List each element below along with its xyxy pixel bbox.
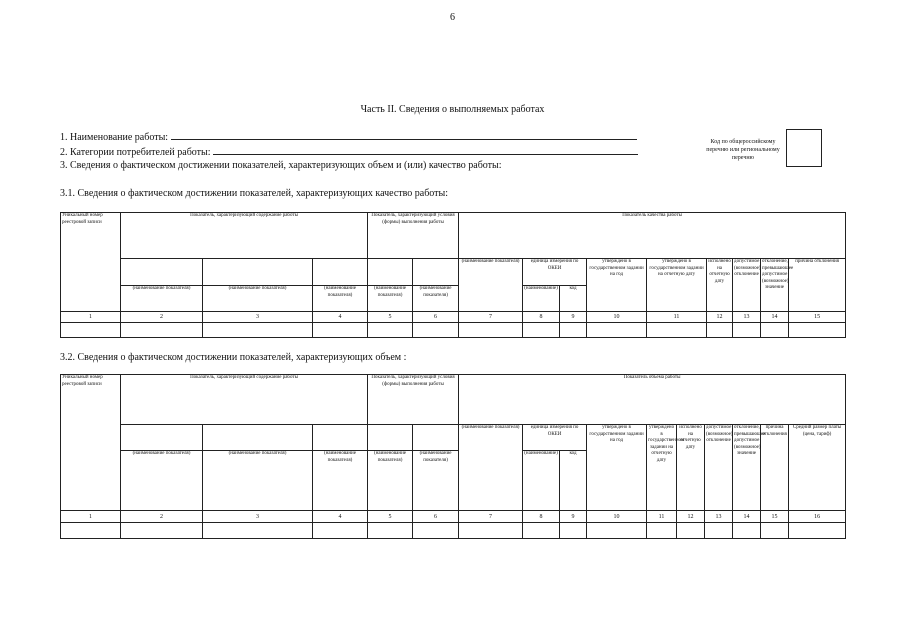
data-cell[interactable] — [61, 323, 121, 338]
column-number: 9 — [560, 511, 587, 523]
column-number: 13 — [705, 511, 733, 523]
conditions-cell — [413, 425, 459, 451]
sub-indicator-name: (наименование показателя) — [313, 286, 368, 312]
data-cell[interactable] — [121, 523, 203, 539]
column-number: 3 — [203, 511, 313, 523]
sub-indicator-name: (наименование показателя) — [368, 286, 413, 312]
column-number: 1 — [61, 511, 121, 523]
column-number: 11 — [647, 312, 707, 323]
work-name-line — [60, 131, 637, 143]
column-number: 4 — [313, 312, 368, 323]
column-number: 14 — [733, 511, 761, 523]
header-reason: причина отклонения — [789, 259, 846, 312]
column-number: 15 — [761, 511, 789, 523]
column-number: 15 — [789, 312, 846, 323]
code-box-label: Код по общероссийскому перечню или региональному перечню — [706, 139, 780, 161]
sub-indicator-name: (наименование показателя) — [413, 451, 459, 511]
section-31-title: 3.1. Сведения о фактическом достижении показателей, характеризующих качество работы: — [60, 188, 449, 199]
header-avg-price: Средний размер платы (цена, тариф) — [789, 425, 846, 511]
column-number: 5 — [368, 312, 413, 323]
data-cell[interactable] — [560, 323, 587, 338]
header-reason: причина отклонения — [761, 425, 789, 511]
info-label: 3. Сведения о фактическом достижении показателей, характеризующих объем и (или) качество работы: — [60, 160, 502, 171]
header-content: Показатель, характеризующий содержание работы — [121, 213, 368, 259]
column-number: 12 — [677, 511, 705, 523]
column-number: 10 — [587, 312, 647, 323]
data-cell[interactable] — [61, 523, 121, 539]
sub-indicator-name: (наименование показателя) — [413, 286, 459, 312]
header-unit-name: (наименование) — [523, 286, 560, 312]
sub-indicator-name: (наименование показателя) — [368, 451, 413, 511]
work-name-field[interactable] — [171, 131, 637, 140]
column-number: 12 — [707, 312, 733, 323]
consumers-field[interactable] — [213, 146, 638, 155]
sub-indicator-name: (наименование показателя) — [203, 286, 313, 312]
sub-indicator-name: (наименование показателя) — [121, 451, 203, 511]
header-approved-year: утверждено в государственном задании на год — [587, 425, 647, 511]
header-registry: Уникальный номер реестровой записи — [61, 213, 121, 312]
data-cell[interactable] — [203, 323, 313, 338]
data-cell[interactable] — [368, 523, 413, 539]
conditions-cell — [368, 425, 413, 451]
data-cell[interactable] — [560, 523, 587, 539]
section-32-title: 3.2. Сведения о фактическом достижении показателей, характеризующих объем : — [60, 352, 407, 363]
header-quality: Показатель качества работы — [459, 213, 846, 259]
content-cell — [203, 425, 313, 451]
data-cell[interactable] — [705, 523, 733, 539]
header-executed: исполнено на отчетную дату — [677, 425, 705, 511]
header-allowed: допустимое (возможное) отклонение — [705, 425, 733, 511]
content-cell — [121, 259, 203, 286]
data-cell[interactable] — [459, 323, 523, 338]
column-number: 4 — [313, 511, 368, 523]
column-number: 7 — [459, 511, 523, 523]
data-cell[interactable] — [459, 523, 523, 539]
empty-data-row — [61, 523, 846, 539]
data-cell[interactable] — [647, 523, 677, 539]
header-exceeding: отклонение, превышающее допустимое (возможное) значение — [761, 259, 789, 312]
column-number: 16 — [789, 511, 846, 523]
column-number: 3 — [203, 312, 313, 323]
column-number: 7 — [459, 312, 523, 323]
consumers-line — [60, 146, 638, 158]
sub-indicator-name: (наименование показателя) — [121, 286, 203, 312]
header-approved-year: утверждено в государственном задании на год — [587, 259, 647, 312]
header-unit: единица измерения по ОКЕИ — [523, 425, 587, 451]
header-unit-code: код — [560, 286, 587, 312]
column-numbers-row — [61, 511, 846, 523]
consumers-label: 2. Категории потребителей работы: — [60, 147, 211, 158]
data-cell[interactable] — [761, 523, 789, 539]
page-number: 6 — [450, 12, 455, 23]
data-cell[interactable] — [368, 323, 413, 338]
part-title: Часть II. Сведения о выполняемых работах — [360, 104, 545, 115]
header-indicator-name: (наименование показателя) — [459, 425, 523, 511]
header-conditions: Показатель, характеризующий условия (формы) выполнения работы — [368, 375, 459, 425]
conditions-cell — [368, 259, 413, 286]
header-approved-date: утверждено в государственном задании на отчетную дату — [647, 425, 677, 511]
column-number: 1 — [61, 312, 121, 323]
data-cell[interactable] — [523, 323, 560, 338]
content-cell — [313, 259, 368, 286]
header-content: Показатель, характеризующий содержание работы — [121, 375, 368, 425]
data-cell[interactable] — [523, 523, 560, 539]
data-cell[interactable] — [789, 523, 846, 539]
column-number: 9 — [560, 312, 587, 323]
data-cell[interactable] — [413, 323, 459, 338]
work-name-label: 1. Наименование работы: — [60, 132, 169, 143]
data-cell[interactable] — [733, 523, 761, 539]
column-number: 2 — [121, 511, 203, 523]
data-cell[interactable] — [313, 323, 368, 338]
header-unit-code: код — [560, 451, 587, 511]
column-number: 6 — [413, 511, 459, 523]
column-number: 8 — [523, 511, 560, 523]
content-cell — [203, 259, 313, 286]
content-cell — [121, 425, 203, 451]
volume-table — [60, 374, 846, 539]
column-number: 10 — [587, 511, 647, 523]
data-cell[interactable] — [733, 323, 761, 338]
data-cell[interactable] — [789, 323, 846, 338]
column-numbers-row — [61, 312, 846, 323]
column-number: 11 — [647, 511, 677, 523]
sub-indicator-name: (наименование показателя) — [203, 451, 313, 511]
data-cell[interactable] — [677, 523, 705, 539]
column-number: 6 — [413, 312, 459, 323]
column-number: 14 — [761, 312, 789, 323]
conditions-cell — [413, 259, 459, 286]
header-allowed: допустимое (возможное) отклонение — [733, 259, 761, 312]
header-volume: Показатель объема работы — [459, 375, 846, 425]
content-cell — [313, 425, 368, 451]
code-box[interactable] — [786, 129, 822, 167]
column-number: 2 — [121, 312, 203, 323]
data-cell[interactable] — [313, 523, 368, 539]
header-conditions: Показатель, характеризующий условия (формы) выполнения работы — [368, 213, 459, 259]
data-cell[interactable] — [761, 323, 789, 338]
data-cell[interactable] — [707, 323, 733, 338]
column-number: 13 — [733, 312, 761, 323]
header-indicator-name: (наименование показателя) — [459, 259, 523, 312]
header-executed: исполнено на отчетную дату — [707, 259, 733, 312]
column-number: 5 — [368, 511, 413, 523]
header-registry: Уникальный номер реестровой записи — [61, 375, 121, 511]
header-exceeding: отклонение, превышающее допустимое (возможное) значение — [733, 425, 761, 511]
data-cell[interactable] — [203, 523, 313, 539]
header-approved-date: утверждено в государственном задании на отчетную дату — [647, 259, 707, 312]
data-cell[interactable] — [121, 323, 203, 338]
sub-indicator-name: (наименование показателя) — [313, 451, 368, 511]
data-cell[interactable] — [647, 323, 707, 338]
data-cell[interactable] — [413, 523, 459, 539]
data-cell[interactable] — [587, 323, 647, 338]
data-cell[interactable] — [587, 523, 647, 539]
empty-data-row — [61, 323, 846, 338]
header-unit: единица измерения по ОКЕИ — [523, 259, 587, 286]
header-unit-name: (наименование) — [523, 451, 560, 511]
quality-table — [60, 212, 846, 338]
column-number: 8 — [523, 312, 560, 323]
